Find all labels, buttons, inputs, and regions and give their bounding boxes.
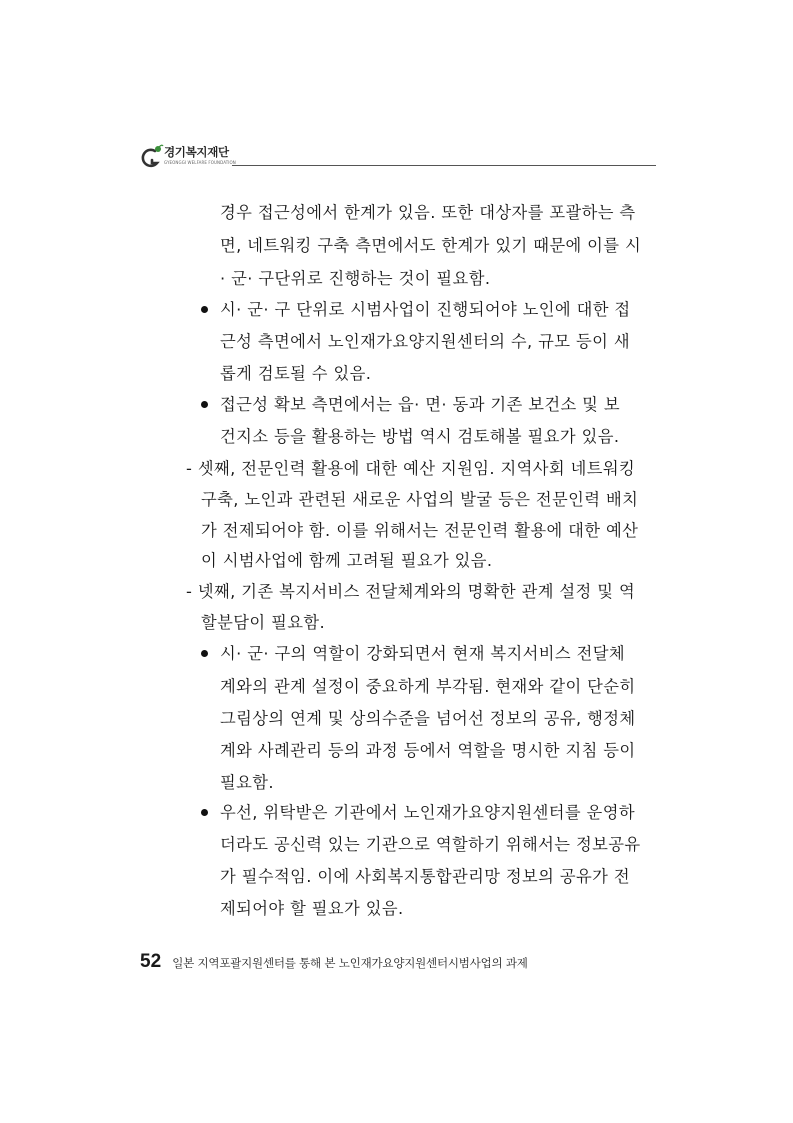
text-line: 우선, 위탁받은 기관에서 노인재가요양지원센터를 운영하 <box>220 803 635 822</box>
text-line: 필요함. <box>220 773 274 792</box>
text-line: 그림상의 연계 및 상의수준을 넘어선 정보의 공유, 행정체 <box>220 709 636 728</box>
logo-subtext: GYEONGGI WELFARE FOUNDATION <box>164 160 236 165</box>
text-line: 계와의 관계 설정이 중요하게 부각됨. 현재와 같이 단순히 <box>220 677 636 696</box>
text-line: - 셋째, 전문인력 활용에 대한 예산 지원임. 지역사회 네트워킹 <box>186 459 636 478</box>
text-line: · 군· 구단위로 진행하는 것이 필요함. <box>220 269 491 288</box>
header-divider <box>232 165 656 166</box>
text-line: 시· 군· 구 단위로 시범사업이 진행되어야 노인에 대한 접 <box>220 300 631 319</box>
running-title: 일본 지역포괄지원센터를 통해 본 노인재가요양지원센터시범사업의 과제 <box>172 956 528 970</box>
page-footer <box>140 951 528 975</box>
text-line: - 넷째, 기존 복지서비스 전달체계와의 명확한 관계 설정 및 역 <box>186 582 636 601</box>
text-line: 이 시범사업에 함께 고려될 필요가 있음. <box>201 551 493 570</box>
bullet-icon <box>201 809 208 816</box>
text-line: 건지소 등을 활용하는 방법 역시 검토해볼 필요가 있음. <box>220 427 620 446</box>
page-number: 52 <box>140 951 162 972</box>
page-header <box>140 143 656 177</box>
text-line: 롭게 검토될 수 있음. <box>220 364 372 383</box>
bullet-icon <box>201 650 208 657</box>
text-line: 접근성 확보 측면에서는 읍· 면· 동과 기존 보건소 및 보 <box>220 395 621 414</box>
logo-text: 경기복지재단 <box>164 145 229 159</box>
text-line: 제되어야 할 필요가 있음. <box>220 899 404 918</box>
text-line: 할분담이 필요함. <box>201 613 326 632</box>
text-line: 시· 군· 구의 역할이 강화되면서 현재 복지서비스 전달체 <box>220 644 625 663</box>
text-line: 더라도 공신력 있는 기관으로 역할하기 위해서는 정보공유 <box>220 835 641 854</box>
bullet-icon <box>201 306 208 313</box>
text-line: 가 필수적임. 이에 사회복지통합관리망 정보의 공유가 전 <box>220 867 630 886</box>
text-line: 가 전제되어야 함. 이를 위해서는 전문인력 활용에 대한 예산 <box>201 521 639 540</box>
bullet-icon <box>201 401 208 408</box>
text-line: 면, 네트워킹 구축 측면에서도 한계가 있기 때문에 이를 시 <box>220 236 642 255</box>
text-line: 구축, 노인과 관련된 새로운 사업의 발굴 등은 전문인력 배치 <box>201 490 639 509</box>
text-line: 계와 사례관리 등의 과정 등에서 역할을 명시한 지침 등이 <box>220 741 636 760</box>
foundation-logo-icon <box>140 143 164 173</box>
text-line: 근성 측면에서 노인재가요양지원센터의 수, 규모 등이 새 <box>220 332 630 351</box>
text-line: 경우 접근성에서 한계가 있음. 또한 대상자를 포괄하는 측 <box>220 203 636 222</box>
